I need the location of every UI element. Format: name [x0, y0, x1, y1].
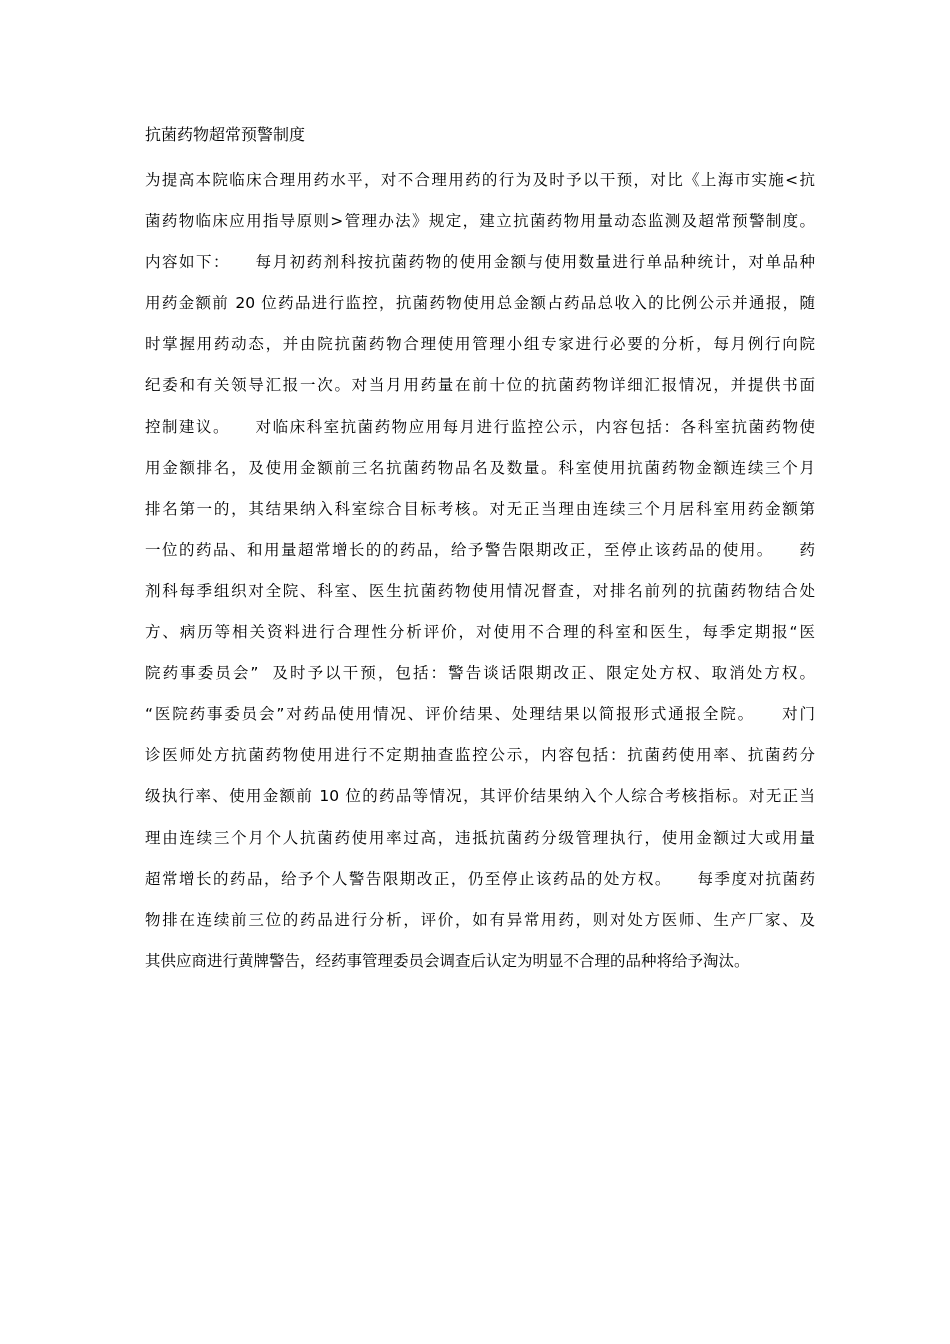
body-line: 内容如下： 每月初药剂科按抗菌药物的使用金额与使用数量进行单品种统计，对单品种 — [145, 253, 815, 272]
body-line: 理由连续三个月个人抗菌药使用率过高，违抵抗菌药分级管理执行，使用金额过大或用量 — [145, 828, 815, 847]
body-line: “医院药事委员会”对药品使用情况、评价结果、处理结果以简报形式通报全院。 对门 — [145, 705, 815, 724]
body-line: 一位的药品、和用量超常增长的的药品，给予警告限期改正，至停止该药品的使用。 药 — [145, 540, 815, 559]
body-line: 物排在连续前三位的药品进行分析，评价，如有异常用药，则对处方医师、生产厂家、及 — [145, 910, 815, 929]
body-line: 用金额排名，及使用金额前三名抗菌药物品名及数量。科室使用抗菌药物金额连续三个月 — [145, 458, 815, 477]
body-line: 为提高本院临床合理用药水平，对不合理用药的行为及时予以干预，对比《上海市实施<抗 — [145, 171, 815, 189]
body-line: 剂科每季组织对全院、科室、医生抗菌药物使用情况督查，对排名前列的抗菌药物结合处 — [145, 581, 815, 600]
body-line: 超常增长的药品，给予个人警告限期改正，仍至停止该药品的处方权。 每季度对抗菌药 — [145, 869, 815, 888]
body-line: 级执行率、使用金额前 10 位的药品等情况，其评价结果纳入个人综合考核指标。对无正当 — [145, 787, 815, 806]
document-title: 抗菌药物超常预警制度 — [145, 125, 306, 144]
body-line: 排名第一的，其结果纳入科室综合目标考核。对无正当理由连续三个月居科室用药金额第 — [145, 499, 815, 518]
body-line: 方、病历等相关资料进行合理性分析评价，对使用不合理的科室和医生，每季定期报“医 — [145, 623, 815, 642]
body-line: 菌药物临床应用指导原则>管理办法》规定，建立抗菌药物用量动态监测及超常预警制度。 — [145, 212, 815, 231]
document-body — [145, 160, 815, 982]
body-line: 院药事委员会” 及时予以干预，包括：警告谈话限期改正、限定处方权、取消处方权。 — [145, 664, 815, 683]
body-line: 时掌握用药动态，并由院抗菌药物合理使用管理小组专家进行必要的分析，每月例行向院 — [145, 335, 815, 354]
body-line: 控制建议。 对临床科室抗菌药物应用每月进行监控公示，内容包括：各科室抗菌药物使 — [145, 417, 815, 436]
body-line: 诊医师处方抗菌药物使用进行不定期抽查监控公示，内容包括：抗菌药使用率、抗菌药分 — [145, 746, 815, 765]
body-line-last: 其供应商进行黄牌警告，经药事管理委员会调查后认定为明显不合理的品种将给予淘汰。 — [145, 951, 750, 970]
body-line: 纪委和有关领导汇报一次。对当月用药量在前十位的抗菌药物详细汇报情况，并提供书面 — [145, 376, 815, 395]
body-line: 用药金额前 20 位药品进行监控，抗菌药物使用总金额占药品总收入的比例公示并通报，随 — [145, 294, 815, 313]
